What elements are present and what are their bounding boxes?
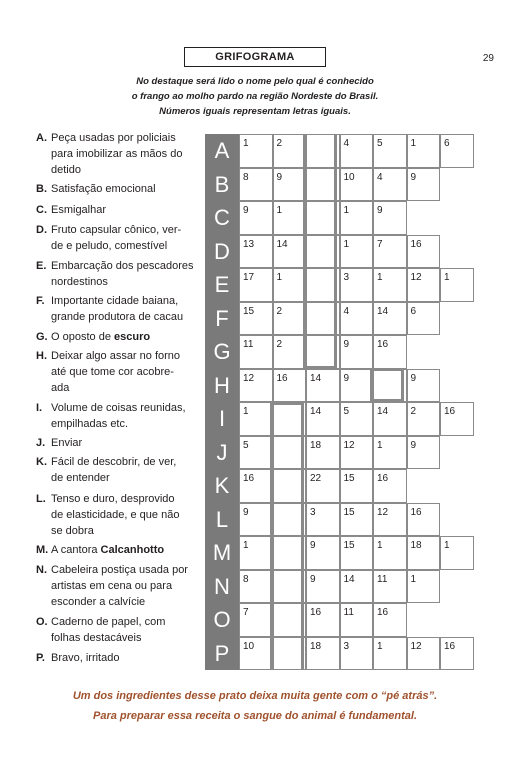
grid-cell[interactable]: 9	[340, 335, 374, 369]
grid-cell[interactable]: 1	[373, 436, 407, 470]
grid-cell[interactable]: 9	[306, 570, 340, 604]
grid-cell[interactable]: 12	[239, 369, 273, 403]
highlight-column-bottom	[270, 402, 304, 670]
grid-cell[interactable]: 5	[373, 134, 407, 168]
grid-cell[interactable]: 3	[340, 268, 374, 302]
clue-text: Fruto capsular cônico, ver- de e peludo, comestível	[51, 224, 182, 252]
clue-letter: N.	[36, 564, 47, 576]
clue-letter: F.	[36, 295, 45, 307]
grid-cell[interactable]: 16	[440, 637, 474, 671]
clue-letter: J.	[36, 437, 46, 449]
grid-cell[interactable]: 2	[273, 335, 307, 369]
highlight-step	[370, 368, 404, 402]
clue-p	[36, 650, 201, 666]
grid-cell[interactable]: 15	[340, 469, 374, 503]
row-letter-column	[205, 134, 239, 670]
grid-cell[interactable]: 1	[273, 201, 307, 235]
grid-cell[interactable]: 2	[273, 134, 307, 168]
clue-k	[36, 454, 201, 486]
grid-cell[interactable]: 16	[239, 469, 273, 503]
instruction-line: No destaque será lido o nome pelo qual é conhecido	[136, 76, 374, 87]
grid-cell[interactable]: 1	[407, 570, 441, 604]
grid-cell[interactable]: 16	[373, 469, 407, 503]
grid-cell[interactable]: 6	[440, 134, 474, 168]
grid-cell[interactable]: 18	[306, 436, 340, 470]
clue-text: Volume de coisas reunidas, empilhadas etc.	[51, 402, 186, 430]
clue-letter: G.	[36, 331, 48, 343]
clue-text: Cabeleira postiça usada por artistas em cena ou para esconder a calvície	[51, 564, 188, 608]
grid-cell[interactable]: 7	[239, 603, 273, 637]
clue-f	[36, 293, 201, 325]
clue-bold-word: escuro	[114, 331, 151, 343]
clue-letter: O.	[36, 616, 48, 628]
row-letter-p: P	[214, 640, 230, 666]
grid-cell[interactable]: 14	[273, 235, 307, 269]
clue-text: Caderno de papel, com folhas destacáveis	[51, 616, 166, 644]
grid-cell[interactable]: 1	[273, 268, 307, 302]
clue-text: O oposto de escuro	[51, 331, 151, 343]
clue-text: Importante cidade baiana, grande produtora de cacau	[51, 295, 184, 323]
instruction-line: o frango ao molho pardo na região Nordeste do Brasil.	[131, 91, 379, 102]
grid-cell[interactable]: 3	[306, 503, 340, 537]
grid-cell[interactable]: 4	[340, 134, 374, 168]
grid-cell[interactable]: 1	[440, 536, 474, 570]
grid-cell[interactable]: 1	[340, 201, 374, 235]
grid-cell[interactable]: 1	[239, 536, 273, 570]
row-letter-k: K	[214, 473, 230, 498]
grid-cell[interactable]: 3	[340, 637, 374, 671]
grid-cell[interactable]: 12	[340, 436, 374, 470]
clue-letter: M.	[36, 544, 49, 556]
grid-cell[interactable]: 2	[407, 402, 441, 436]
grid-cell[interactable]: 1	[373, 637, 407, 671]
grid-cell[interactable]: 14	[306, 369, 340, 403]
grid-cell[interactable]: 5	[340, 402, 374, 436]
row-letter-e: E	[214, 272, 230, 297]
clue-bold-word: Calcanhotto	[100, 544, 165, 556]
grid-cell[interactable]: 10	[239, 637, 273, 671]
clue-letter: K.	[36, 456, 47, 468]
grid-cell[interactable]: 9	[273, 168, 307, 202]
grid-cell[interactable]: 14	[306, 402, 340, 436]
clue-text: Peça usadas por policiais para imobilizar as mãos do detido	[51, 132, 183, 176]
grid-cell[interactable]: 17	[239, 268, 273, 302]
row-letter-m: M	[212, 540, 232, 565]
grid-cell[interactable]: 9	[340, 369, 374, 403]
clue-letter: A.	[36, 132, 47, 144]
row-letter-b: B	[214, 171, 230, 197]
page-title: GRIFOGRAMA	[184, 47, 326, 67]
clue-letter: I.	[36, 402, 43, 414]
clue-text: Fácil de descobrir, de ver, de entender	[51, 456, 177, 484]
instruction-line: Números iguais representam letras iguais.	[159, 106, 351, 117]
footer-hints	[40, 686, 470, 726]
clue-letter: E.	[36, 260, 47, 272]
grid-cell[interactable]: 9	[407, 436, 441, 470]
grid-cell[interactable]: 1	[373, 268, 407, 302]
clue-i	[36, 400, 201, 432]
clue-letter: C.	[36, 204, 47, 216]
clue-text: Esmigalhar	[51, 204, 107, 216]
grid-cell[interactable]: 9	[373, 201, 407, 235]
grid-cell[interactable]: 12	[373, 503, 407, 537]
grid-cell[interactable]: 9	[239, 503, 273, 537]
footer-hint-line: Um dos ingredientes desse prato deixa muita gente com o “pé atrás”.	[72, 690, 438, 702]
grid-cell[interactable]: 7	[373, 235, 407, 269]
grid-cell[interactable]: 6	[407, 302, 441, 336]
grid-cell[interactable]: 1	[340, 235, 374, 269]
grid-cell[interactable]: 14	[373, 402, 407, 436]
clue-text: Bravo, irritado	[51, 652, 120, 664]
grid-cell[interactable]: 9	[306, 536, 340, 570]
row-letter-l: L	[215, 506, 229, 532]
grid-cell[interactable]: 12	[407, 637, 441, 671]
clue-j	[36, 435, 201, 451]
grid-cell[interactable]: 16	[373, 335, 407, 369]
grid-cell[interactable]: 15	[340, 536, 374, 570]
grid-cell[interactable]: 11	[373, 570, 407, 604]
clue-text: Deixar algo assar no forno até que tome cor acobre- ada	[51, 350, 181, 394]
clue-h	[36, 348, 201, 396]
clue-l	[36, 491, 201, 539]
clue-e	[36, 258, 201, 290]
row-letter-a: A	[214, 138, 230, 163]
footer-hint-line: Para preparar essa receita o sangue do animal é fundamental.	[92, 710, 418, 722]
clue-text: Embarcação dos pescadores nordestinos	[51, 260, 194, 288]
page-number: 29	[482, 53, 494, 64]
clue-d	[36, 222, 201, 254]
grid-cell[interactable]: 15	[239, 302, 273, 336]
clue-letter: L.	[36, 493, 46, 505]
clue-n	[36, 562, 201, 610]
clue-b	[36, 181, 201, 197]
clue-text: A cantora Calcanhotto	[51, 544, 165, 556]
clue-letter: H.	[36, 350, 47, 362]
grid-cell[interactable]: 4	[340, 302, 374, 336]
row-letter-f: F	[215, 305, 229, 331]
clue-g	[36, 329, 201, 345]
grid-cell[interactable]: 16	[306, 603, 340, 637]
clue-c	[36, 202, 201, 218]
grid-cell[interactable]: 1	[440, 268, 474, 302]
grid-cell[interactable]: 1	[239, 134, 273, 168]
clue-letter: B.	[36, 183, 47, 195]
row-letter-c: C	[214, 205, 230, 230]
clue-text: Tenso e duro, desprovido de elasticidade, e que não se dobra	[51, 493, 180, 537]
grid-cell[interactable]: 11	[239, 335, 273, 369]
grid-cell[interactable]: 9	[407, 369, 441, 403]
grid-cell[interactable]: 4	[373, 168, 407, 202]
instructions	[80, 74, 430, 119]
grid-cell[interactable]: 2	[273, 302, 307, 336]
grid-cell[interactable]: 13	[239, 235, 273, 269]
grid-cell[interactable]: 18	[407, 536, 441, 570]
clue-m	[36, 542, 201, 558]
grid-cell[interactable]: 1	[407, 134, 441, 168]
grid-cell[interactable]: 22	[306, 469, 340, 503]
grid-cell[interactable]: 16	[407, 235, 441, 269]
clue-letter: D.	[36, 224, 47, 236]
grid-cell[interactable]: 8	[239, 168, 273, 202]
clue-a	[36, 130, 201, 178]
highlight-column-top	[303, 134, 337, 369]
grid-cell[interactable]: 8	[239, 570, 273, 604]
grid-cell[interactable]: 11	[340, 603, 374, 637]
row-letter-h: H	[214, 372, 230, 398]
grid-cell[interactable]: 16	[373, 603, 407, 637]
grid-cell[interactable]: 5	[239, 436, 273, 470]
row-letter-j: J	[216, 439, 228, 465]
row-letter-n: N	[214, 573, 230, 599]
grid-cell[interactable]: 16	[440, 402, 474, 436]
grid-cell[interactable]: 15	[340, 503, 374, 537]
grid-cell[interactable]: 14	[373, 302, 407, 336]
grid-cell[interactable]: 16	[273, 369, 307, 403]
grid-cell[interactable]: 10	[340, 168, 374, 202]
grid-cell[interactable]: 12	[407, 268, 441, 302]
row-letter-o: O	[213, 607, 231, 632]
grid-cell[interactable]: 1	[373, 536, 407, 570]
clue-text: Enviar	[51, 437, 83, 449]
row-letter-d: D	[214, 238, 230, 264]
clue-text: Satisfação emocional	[51, 183, 156, 195]
grid-cell[interactable]: 1	[239, 402, 273, 436]
row-letter-g: G	[213, 339, 231, 364]
row-letter-i: I	[218, 406, 226, 431]
grid-cell[interactable]: 9	[407, 168, 441, 202]
clue-letter: P.	[36, 652, 45, 664]
grid-cell[interactable]: 16	[407, 503, 441, 537]
grid-cell[interactable]: 18	[306, 637, 340, 671]
clue-o	[36, 614, 201, 646]
grid-cell[interactable]: 14	[340, 570, 374, 604]
grid-cell[interactable]: 9	[239, 201, 273, 235]
